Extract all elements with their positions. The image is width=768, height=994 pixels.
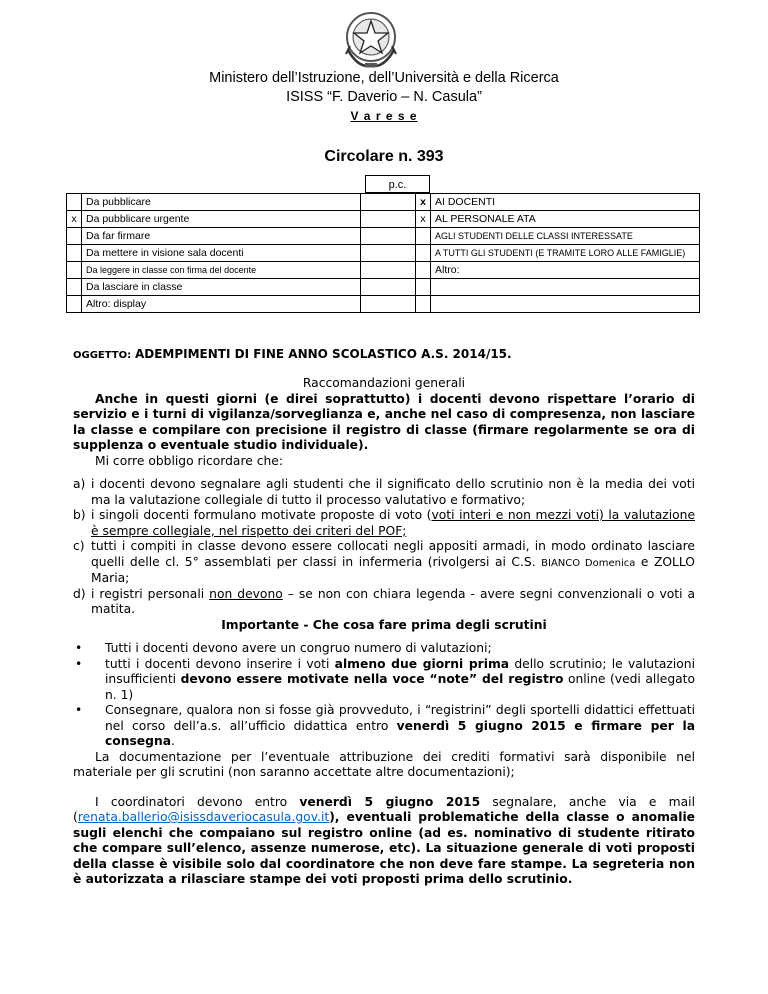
table-row	[67, 245, 700, 262]
table-row	[67, 228, 700, 245]
list-item: d) i registri personali non devono – se non con chiara legenda - avere segni convenzionali o voti a matita.	[73, 586, 696, 616]
check-cell	[67, 262, 82, 279]
list-item: • Consegnare, qualora non si fosse già provveduto, i “registrini” degli sportelli didattici effettuati nel corso dell’a.s. all’ufficio didattica entro venerdì 5 giugno 2015 e firmare per la consegna.	[75, 703, 695, 748]
check-cell	[416, 296, 431, 313]
option-label: Da mettere in visione sala docenti	[82, 245, 361, 262]
recipient-label	[431, 296, 700, 313]
recipient-label: Altro:	[431, 262, 700, 279]
email-link[interactable]: renata.ballerio@isissdaveriocasula.gov.it	[77, 810, 330, 824]
recipient-label: AL PERSONALE ATA	[431, 211, 700, 228]
recipient-label: AI DOCENTI	[431, 194, 700, 211]
check-cell: x	[67, 211, 82, 228]
table-row	[67, 194, 700, 211]
circolare-title: Circolare n. 393	[324, 148, 444, 165]
list-item: b) i singoli docenti formulano motivate proposte di voto (voti interi e non mezzi voti) la valutazione è sempre collegiale, nel rispetto dei criteri del POF;	[73, 508, 696, 538]
recipient-label: A TUTTI GLI STUDENTI (E TRAMITE LORO ALLE FAMIGLIE)	[431, 245, 700, 262]
option-label: Da lasciare in classe	[82, 279, 361, 296]
check-cell	[67, 228, 82, 245]
table-row	[67, 262, 700, 279]
school-name: ISISS “F. Daverio – N. Casula”	[286, 89, 482, 105]
option-label: Da leggere in classe con firma del docente	[82, 262, 361, 279]
object-title: ADEMPIMENTI DI FINE ANNO SCOLASTICO A.S. 2014/15.	[134, 347, 512, 361]
object-line	[73, 347, 695, 364]
intro-paragraph: Anche in questi giorni (e direi soprattutto) i docenti devono rispettare l’orario di servizio e i turni di vigilanza/sorveglianza e, anche nel caso di compresenza, non lasciare la classe e compilare con precisione il registro di classe (firmare regolarmente se ora di supplenza o eventuale studio individuale).	[73, 391, 695, 452]
important-heading: Importante - Che cosa fare prima degli scrutini	[221, 617, 547, 632]
check-cell	[67, 245, 82, 262]
list-item: a) i docenti devono segnalare agli studenti che il significato dello scrutinio non è la media dei voti ma la valutazione collegiale di tutto il processo valutativo e formativo;	[73, 477, 695, 507]
table-row	[67, 296, 700, 313]
check-cell	[416, 228, 431, 245]
list-item: c) tutti i compiti in classe devono essere collocati negli appositi armadi, in modo ordinato lasciare quelli delle cl. 5° assemblati per classi in infermeria (rivolgersi ai C.S. BIANCO Domenica e ZOLLO Maria;	[73, 539, 695, 585]
pc-label: p.c.	[365, 175, 430, 193]
check-cell	[416, 245, 431, 262]
check-cell	[416, 262, 431, 279]
city-name: V a r e s e	[350, 109, 418, 123]
check-cell	[67, 279, 82, 296]
check-cell: x	[416, 194, 431, 211]
table-row	[67, 211, 700, 228]
check-cell	[67, 296, 82, 313]
recommendations-section	[73, 376, 695, 888]
check-cell: x	[416, 211, 431, 228]
option-label: Altro: display	[82, 296, 361, 313]
table-row	[67, 279, 700, 296]
list-item: • tutti i docenti devono inserire i voti almeno due giorni prima dello scrutinio; le valutazioni insufficienti devono essere motivate nella voce “note” del registro online (vedi allegato n. 1)	[75, 656, 696, 702]
option-label: Da far firmare	[82, 228, 361, 245]
object-label: OGGETTO:	[73, 350, 132, 361]
coordinators-paragraph: I coordinatori devono entro venerdì 5 giugno 2015 segnalare, anche via e mail (renata.ballerio@isissdaveriocasula.gov.it), eventuali problematiche della classe o anomalie sugli elenchi che compaiano sul registro online (ad es. nominativo di studente ritirato che compare sull’elenco, assenze numerose, etc). La situazione generale di voti proposti della classe è visibile solo dal coordinatore che non deve fare stampe. La segreteria non è autorizzata a rilasciare stampe dei voti proposti prima dello scrutinio.	[73, 794, 695, 886]
republic-emblem-icon	[338, 6, 404, 72]
recommendations-heading: Raccomandazioni generali	[302, 376, 466, 390]
list-item: • Tutti i docenti devono avere un congruo numero di valutazioni;	[75, 641, 492, 655]
credits-paragraph: La documentazione per l’eventuale attribuzione dei crediti formativi sarà disponibile nel materiale per gli scrutini (non saranno accettate altre documentazioni);	[73, 749, 695, 779]
check-cell	[67, 194, 82, 211]
distribution-table	[66, 193, 700, 313]
ministry-name: Ministero dell’Istruzione, dell’Università e della Ricerca	[209, 70, 559, 86]
reminder-line: Mi corre obbligo ricordare che:	[95, 453, 283, 468]
option-label: Da pubblicare	[82, 194, 361, 211]
recipient-label: AGLI STUDENTI DELLE CLASSI INTERESSATE	[431, 228, 700, 245]
recipient-label	[431, 279, 700, 296]
option-label: Da pubblicare urgente	[82, 211, 361, 228]
check-cell	[416, 279, 431, 296]
